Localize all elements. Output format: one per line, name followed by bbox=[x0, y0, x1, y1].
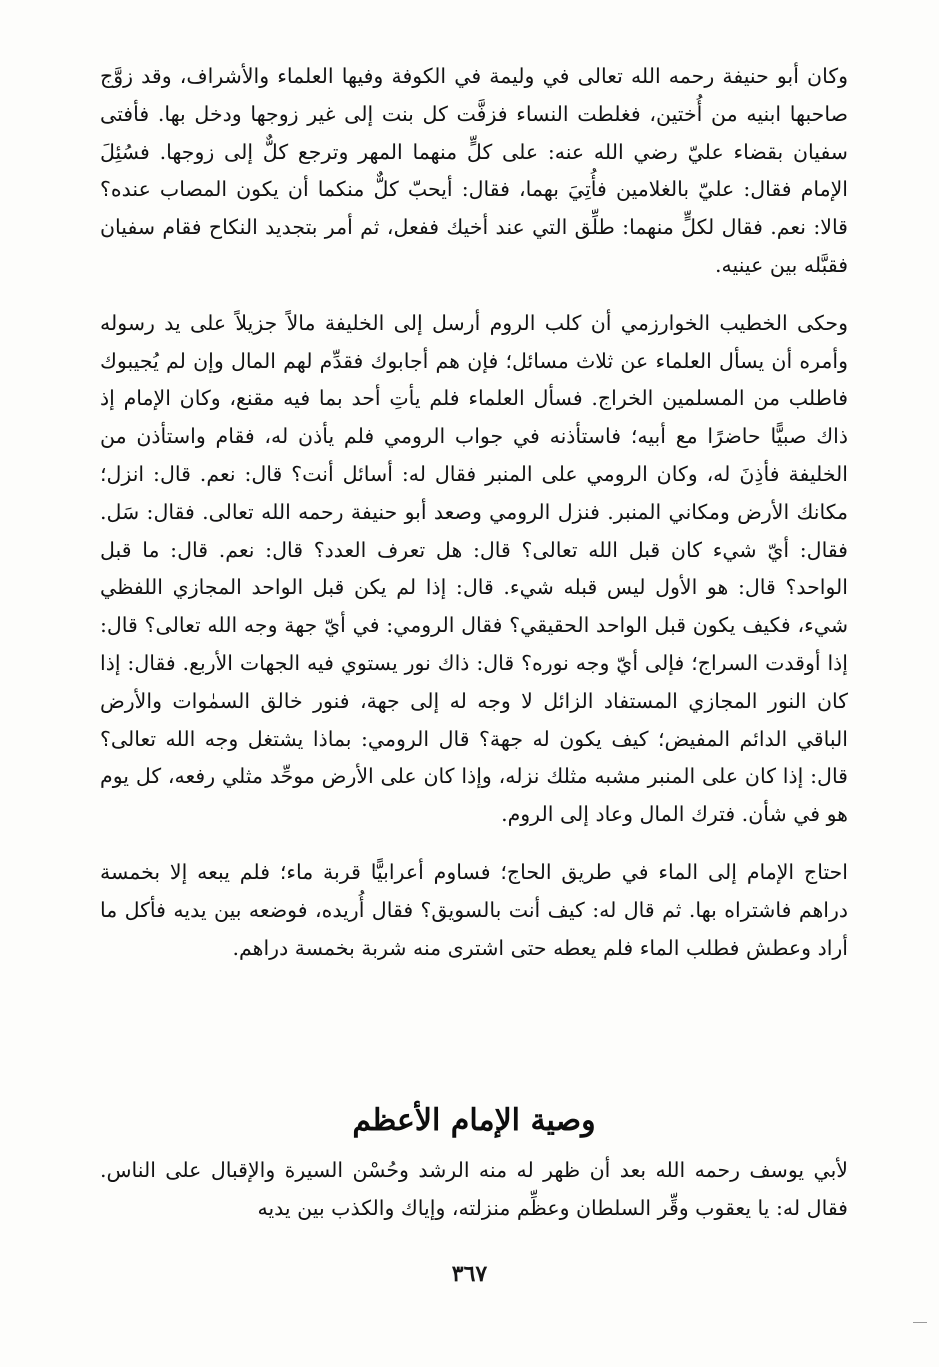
section-body-text bbox=[100, 1152, 848, 1228]
paragraph-water-story: احتاج الإمام إلى الماء في طريق الحاج؛ فساوم أعرابيًّا قربة ماء؛ فلم يبعه إلا بخمسة دراهم فاشتراه بها. ثم قال له: كيف أنت بالسويق؟ فقال أُريده، فوضعه بين يديه فأكل ما أراد وعطش فطلب الماء فلم يعطه حتى اشترى منه شربة بخمسة دراهم. bbox=[100, 859, 848, 960]
paragraph-roman-questions: وحكى الخطيب الخوارزمي أن كلب الروم أرسل إلى الخليفة مالاً جزيلاً على يد رسوله وأمره أن يسأل العلماء عن ثلاث مسائل؛ فإن هم أجابوك فقدِّم لهم المال وإن لم يُجيبوك فاطلب من المسلمين الخراج. فسأل العلماء فلم يأتِ أحد بما فيه مقنع، وكان الإمام إذ ذاك صبيًّا حاضرًا مع أبيه؛ فاستأذنه في جواب الرومي فلم يأذن له، فقام واستأذن من الخليفة فأذِنَ له، وكان الرومي على المنبر فقال له: أسائل أنت؟ قال: نعم. قال: انزل؛ مكانك الأرض ومكاني المنبر. فنزل الرومي وصعد أبو حنيفة رحمه الله تعالى. فقال: سَل. فقال: أيّ شيء كان قبل الله تعالى؟ قال: هل تعرف العدد؟ قال: نعم. قال: ما قبل الواحد؟ قال: هو الأول ليس قبله شيء. قال: إذا لم يكن قبل الواحد المجازي اللفظي شيء، فكيف يكون قبل الواحد الحقيقي؟ فقال الرومي: في أيّ جهة وجه الله تعالى؟ قال: إذا أوقدت السراج؛ فإلى أيّ وجه نوره؟ قال: ذاك نور يستوي فيه الجهات الأربع. فقال: إذا كان النور المجازي المستفاد الزائل لا وجه له إلى جهة، فنور خالق السمٰوات والأرض الباقي الدائم المفيض؛ كيف يكون له جهة؟ قال الرومي: بماذا يشتغل وجه الله تعالى؟ قال: إذا كان على المنبر مشبه مثلك نزله، وإذا كان على الأرض موحِّد مثلي رفعه، كل يوم هو في شأن. فترك المال وعاد إلى الروم. bbox=[100, 310, 848, 827]
scan-edge-mark bbox=[913, 1322, 927, 1323]
paragraph-advice-intro: لأبي يوسف رحمه الله بعد أن ظهر له منه الرشد وحُسْن السيرة والإقبال على الناس. فقال له: يا يعقوب وقِّر السلطان وعظِّم منزلته، وإياك والكذب بين يديه bbox=[100, 1158, 848, 1220]
paragraph-wedding-story: وكان أبو حنيفة رحمه الله تعالى في وليمة في الكوفة وفيها العلماء والأشراف، وقد زوَّج صاحبها ابنيه من أُختين، فغلطت النساء فزفَّت كل بنت إلى غير زوجها ودخل بها. فأفتى سفيان بقضاء عليّ رضي الله عنه: على كلٍّ منهما المهر وترجع كلٌّ إلى زوجها. فسُئِلَ الإمام فقال: عليّ بالغلامين فأُتِيَ بهما، فقال: أيحبّ كلٌّ منكما أن يكون المصاب عنده؟ قالا: نعم. فقال لكلٍّ منهما: طلِّق التي عند أخيك ففعل، ثم أمر بتجديد النكاح فقام سفيان فقبَّله بين عينيه. bbox=[100, 64, 848, 277]
body-text bbox=[100, 58, 848, 967]
section-heading: وصية الإمام الأعظم bbox=[352, 1103, 596, 1138]
page-number: ٣٦٧ bbox=[451, 1261, 488, 1287]
